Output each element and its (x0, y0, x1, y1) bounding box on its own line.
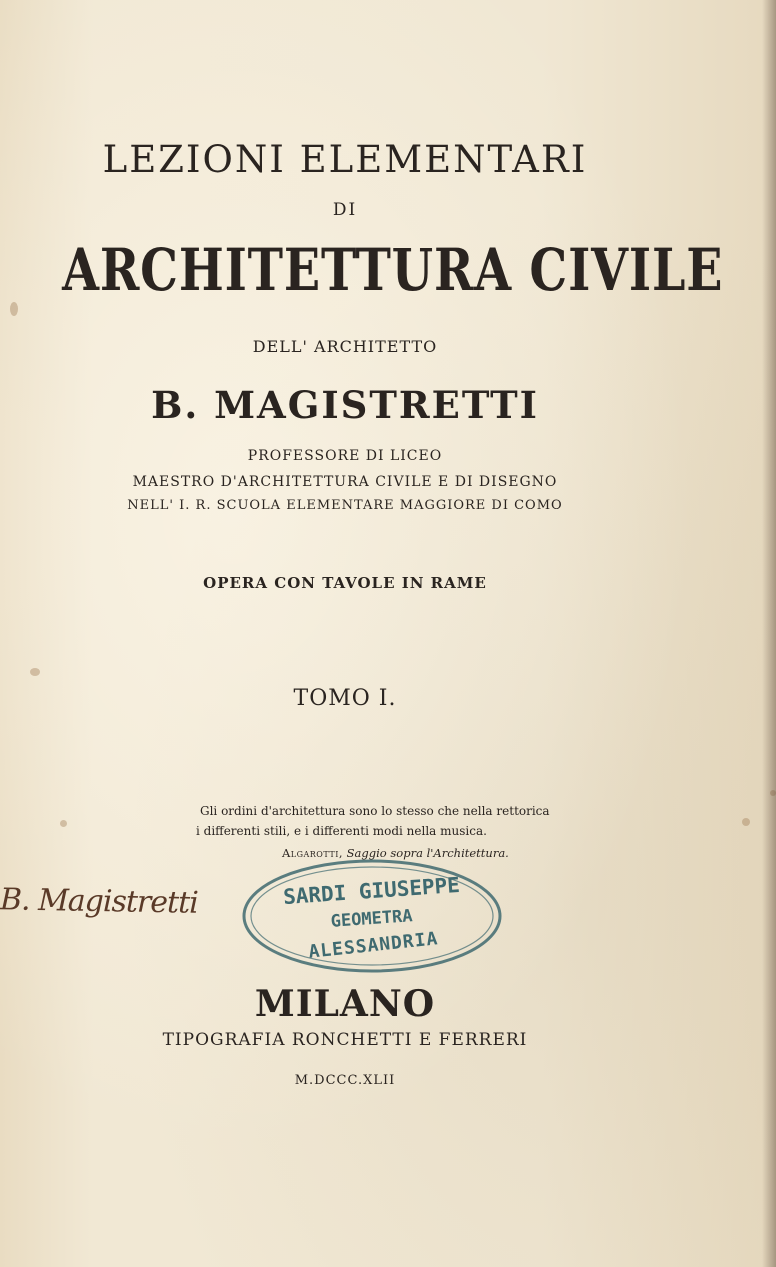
title-line-1: LEZIONI ELEMENTARI (102, 138, 588, 181)
author-credential: PROFESSORE DI LICEO (247, 448, 443, 464)
stamp-line: ALESSANDRIA (307, 928, 440, 963)
stamp-line: SARDI GIUSEPPE (282, 872, 461, 910)
foxing-spot (742, 818, 750, 826)
volume-number: TOMO I. (293, 686, 397, 711)
foxing-spot (60, 820, 67, 827)
page-edge-shadow (762, 0, 776, 1267)
epigraph-work: Saggio sopra l'Architettura. (346, 846, 509, 860)
stamp-line: GEOMETRA (330, 906, 414, 932)
author-prefix: DELL' ARCHITETTO (252, 337, 438, 356)
work-subtitle: OPERA CON TAVOLE IN RAME (203, 574, 487, 592)
foxing-spot (30, 668, 40, 676)
epigraph-author: Algarotti, (282, 846, 344, 860)
imprint-city: MILANO (254, 983, 436, 1025)
epigraph-line: Gli ordini d'architettura sono lo stesso che nella rettorica (200, 804, 550, 818)
owner-stamp (240, 856, 505, 976)
epigraph-line: i differenti stili, e i differenti modi nella musica. (196, 824, 487, 838)
title-connector: DI (332, 200, 358, 220)
author-credential: NELL' I. R. SCUOLA ELEMENTARE MAGGIORE DI COMO (127, 498, 563, 513)
ink-spot (10, 302, 18, 316)
title-line-2: ARCHITETTURA CIVILE (62, 236, 724, 304)
author-name: B. MAGISTRETTI (151, 383, 539, 427)
imprint-date: M.DCCC.XLII (294, 1073, 396, 1088)
handwritten-signature: B. Magistretti (0, 882, 199, 921)
imprint-printer: TIPOGRAFIA RONCHETTI E FERRERI (162, 1030, 528, 1050)
author-credential: MAESTRO D'ARCHITETTURA CIVILE E DI DISEGNO (132, 474, 558, 490)
